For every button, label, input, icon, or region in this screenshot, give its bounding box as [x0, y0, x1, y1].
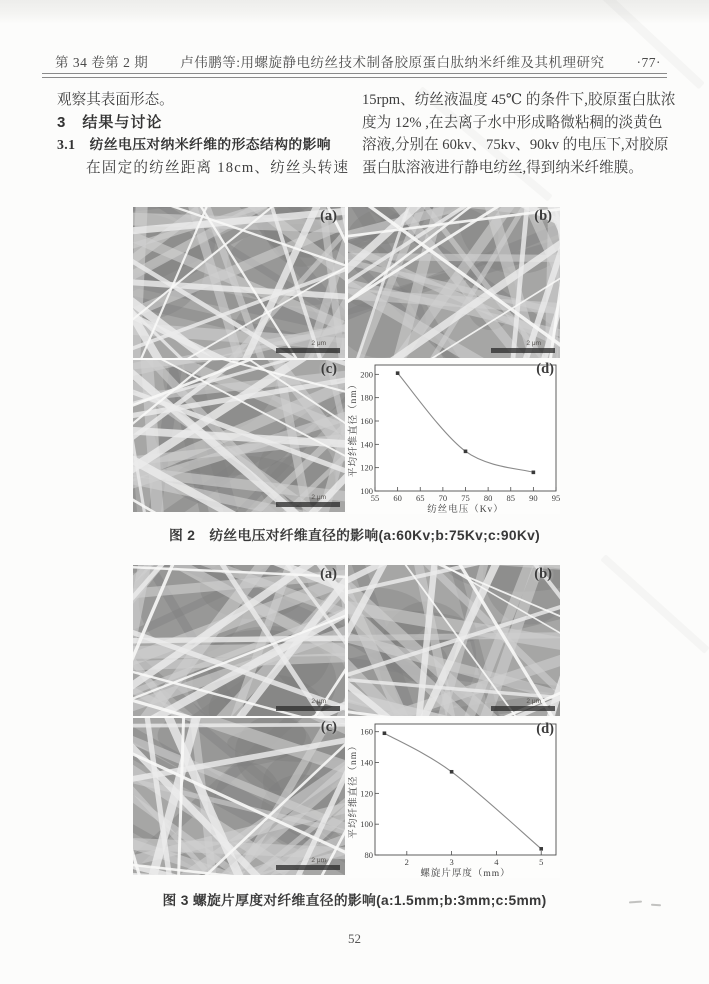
scale-bar-label: 2 μm	[526, 340, 541, 347]
panel-label-c: (c)	[320, 719, 337, 735]
svg-text:140: 140	[360, 757, 373, 768]
svg-text:160: 160	[360, 416, 373, 426]
svg-text:90: 90	[529, 493, 538, 503]
running-title: 卢伟鹏等:用螺旋静电纺丝技术制备胶原蛋白肽纳米纤维及其机理研究	[180, 55, 605, 70]
svg-text:75: 75	[461, 493, 470, 503]
sem-image-panel-b	[348, 565, 560, 716]
scale-bar	[491, 340, 555, 353]
sem-image-panel-c	[133, 360, 345, 512]
scale-bar-line	[276, 502, 340, 507]
body-line: 在固定的纺丝距离 18cm、纺丝头转速	[86, 159, 350, 176]
svg-text:3: 3	[449, 857, 454, 867]
page-number: 52	[348, 931, 361, 946]
sem-image-panel-b	[348, 207, 560, 358]
scale-bar-label: 2 μm	[311, 340, 326, 347]
svg-text:纺丝电压（Kv）: 纺丝电压（Kv）	[427, 505, 504, 514]
panel-label-b: (b)	[534, 566, 552, 582]
svg-text:100: 100	[360, 819, 373, 830]
svg-text:85: 85	[506, 493, 515, 503]
scale-bar-label: 2 μm	[311, 698, 326, 705]
scale-bar-label: 2 μm	[311, 494, 326, 501]
chart-panel-d-voltage	[347, 358, 560, 514]
svg-text:螺旋片厚度（mm）: 螺旋片厚度（mm）	[420, 869, 511, 878]
svg-text:5: 5	[539, 857, 544, 867]
svg-text:80: 80	[483, 493, 493, 503]
panel-label-a: (a)	[320, 566, 337, 582]
scale-bar	[276, 494, 340, 507]
svg-text:55: 55	[370, 493, 380, 503]
text-column-left	[57, 89, 359, 179]
svg-text:180: 180	[360, 392, 373, 403]
scale-bar	[276, 698, 340, 711]
sem-image-panel-c	[133, 718, 345, 875]
figure-2	[133, 207, 560, 514]
svg-text:120: 120	[360, 462, 373, 473]
subsection-heading: 3.1 纺丝电压对纳米纤维的形态结构的影响	[57, 137, 331, 153]
svg-text:100: 100	[360, 486, 373, 496]
sem-image-panel-a	[133, 207, 345, 358]
chart-panel-d-thickness	[347, 718, 560, 878]
running-head	[55, 51, 661, 71]
figure-3-caption: 图 3 螺旋片厚度对纤维直径的影响(a:1.5mm;b:3mm;c:5mm)	[162, 893, 547, 908]
scale-bar	[276, 857, 340, 870]
panel-label-d: (d)	[536, 721, 554, 737]
svg-text:80: 80	[364, 850, 373, 860]
body-line: 蛋白肽溶液进行静电纺丝,得到纳米纤维膜。	[362, 159, 643, 176]
scale-bar-line	[491, 706, 555, 711]
body-line: 观察其表面形态。	[57, 92, 174, 108]
scan-edge-band	[0, 0, 709, 24]
svg-text:60: 60	[393, 493, 402, 503]
svg-text:4: 4	[494, 857, 499, 867]
svg-text:65: 65	[416, 493, 425, 503]
text-column-right	[362, 89, 676, 179]
header-rule	[42, 73, 667, 78]
svg-text:200: 200	[360, 369, 373, 380]
body-line: 溶液,分别在 60kv、75kv、90kv 的电压下,对胶原	[362, 137, 669, 154]
svg-text:平均纤维直径（nm）: 平均纤维直径（nm）	[349, 740, 359, 839]
svg-text:2: 2	[404, 857, 409, 867]
svg-text:70: 70	[438, 493, 448, 503]
svg-text:平均纤维直径（nm）: 平均纤维直径（nm）	[349, 378, 359, 478]
panel-label-a: (a)	[320, 208, 337, 224]
scale-bar-line	[276, 865, 340, 870]
svg-text:160: 160	[360, 726, 373, 737]
scale-bar	[491, 698, 555, 711]
scale-bar	[276, 340, 340, 353]
panel-label-b: (b)	[534, 208, 552, 224]
body-line: 15rpm、纺丝液温度 45℃ 的条件下,胶原蛋白肽浓	[362, 92, 676, 108]
body-line: 度为 12% ,在去离子水中形成略微粘稠的淡黄色	[362, 114, 663, 131]
section-heading: 3 结果与讨论	[57, 113, 163, 131]
scale-bar-label: 2 μm	[526, 698, 541, 705]
scale-bar-label: 2 μm	[311, 857, 326, 864]
panel-label-c: (c)	[320, 361, 337, 377]
scale-bar-line	[491, 348, 555, 353]
svg-text:140: 140	[360, 439, 373, 450]
svg-text:120: 120	[360, 788, 373, 799]
figure-2-caption: 图 2 纺丝电压对纤维直径的影响(a:60Kv;b:75Kv;c:90Kv)	[169, 528, 540, 543]
page-marker: ·77·	[636, 55, 661, 70]
scale-bar-line	[276, 706, 340, 711]
panel-label-d: (d)	[536, 361, 554, 377]
figure-3	[133, 565, 560, 878]
sem-image-panel-a	[133, 565, 345, 716]
watermark-streak	[600, 554, 709, 654]
scale-bar-line	[276, 348, 340, 353]
journal-issue: 第 34 卷第 2 期	[55, 55, 149, 70]
svg-text:95: 95	[551, 493, 560, 503]
